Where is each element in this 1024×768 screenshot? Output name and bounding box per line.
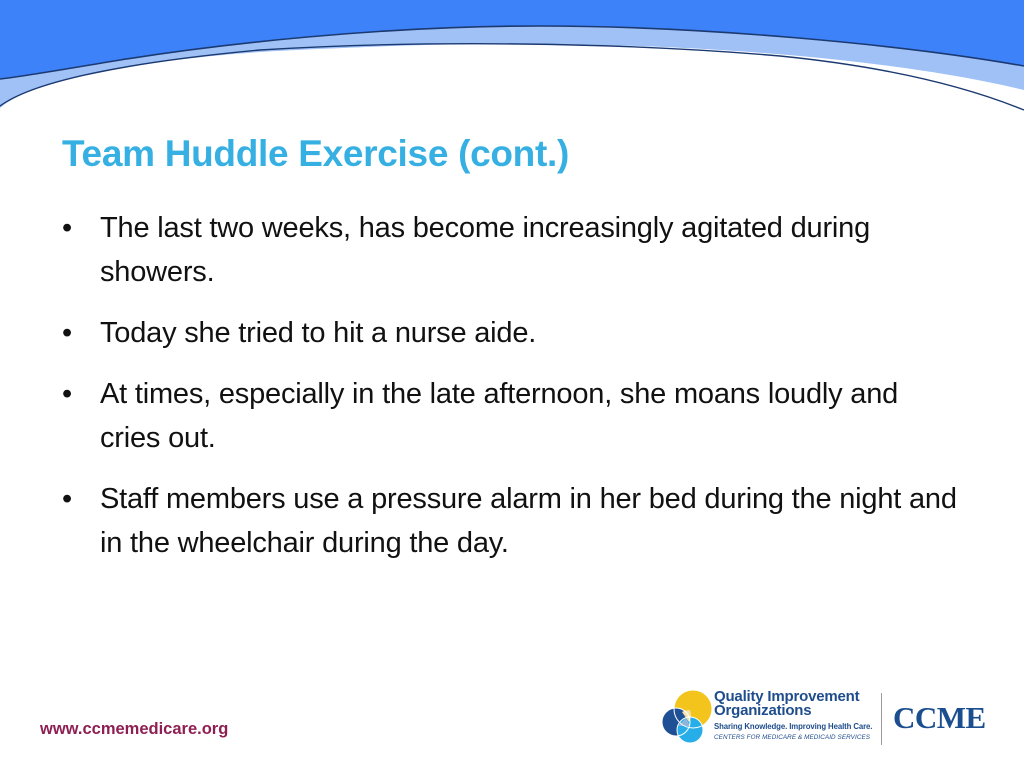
bullet-text: Staff members use a pressure alarm in her bed during the night and in the wheelchair during the day. bbox=[100, 483, 957, 559]
qio-tagline: Sharing Knowledge. Improving Health Care. bbox=[714, 722, 873, 731]
slide-title: Team Huddle Exercise (cont.) bbox=[62, 133, 569, 174]
bullet-text: The last two weeks, has become increasingly agitated during showers. bbox=[100, 212, 871, 288]
bullet-list bbox=[62, 206, 962, 582]
bullet-item bbox=[62, 206, 962, 294]
qio-agency: CENTERS FOR MEDICARE & MEDICAID SERVICES bbox=[714, 734, 871, 741]
bullet-dot-icon: • bbox=[62, 212, 72, 244]
bullet-item bbox=[62, 372, 962, 460]
bullet-item bbox=[62, 311, 962, 355]
bullet-item bbox=[62, 477, 962, 565]
bullet-text: Today she tried to hit a nurse aide. bbox=[100, 317, 537, 349]
header-swoosh-decoration bbox=[0, 0, 1024, 120]
logo-divider bbox=[881, 693, 882, 745]
qio-text-block bbox=[714, 690, 872, 741]
qio-circles-icon bbox=[660, 688, 716, 746]
bullet-text: At times, especially in the late afternoon, she moans loudly and cries out. bbox=[100, 378, 899, 454]
bullet-dot-icon: • bbox=[62, 378, 72, 410]
bullet-dot-icon: • bbox=[62, 317, 72, 349]
ccme-logo: CCME bbox=[893, 700, 986, 735]
qio-name-line1: Quality Improvement bbox=[714, 688, 860, 705]
footer-url-link[interactable]: www.ccmemedicare.org bbox=[40, 720, 229, 738]
qio-name-line2: Organizations bbox=[714, 702, 812, 719]
bullet-dot-icon: • bbox=[62, 483, 72, 515]
qio-logo bbox=[660, 688, 875, 748]
